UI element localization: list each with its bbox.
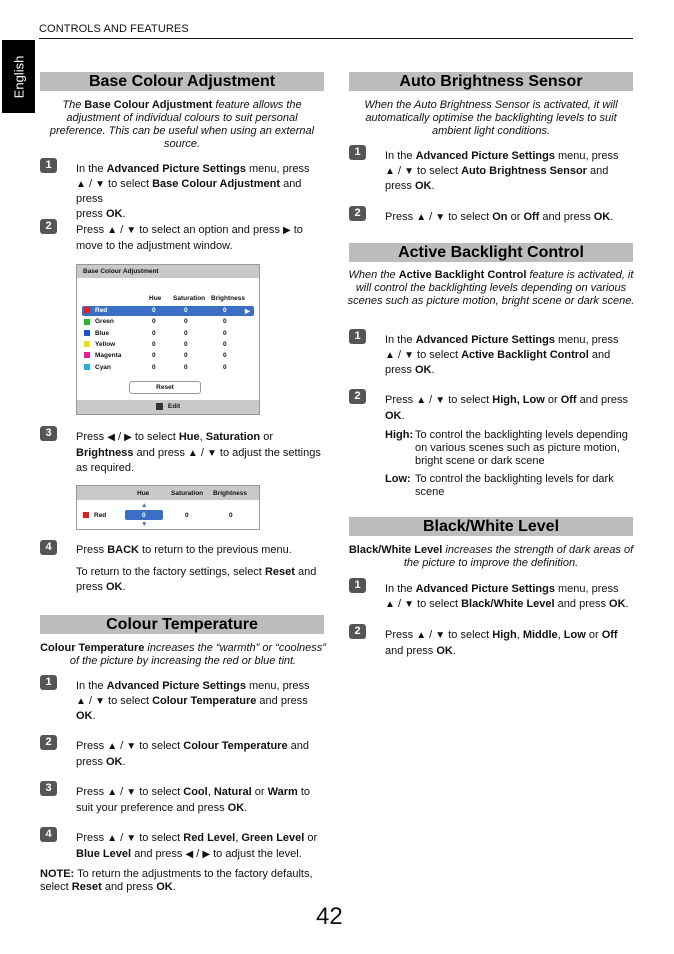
- down-arrow-icon: ▼: [435, 395, 446, 406]
- colour-temp-intro: Colour Temperature increases the “warmth” or “coolness” of the picture by increasing the red or blue tint.: [40, 642, 326, 667]
- down-arrow-icon: ▼: [404, 598, 414, 610]
- base-colour-menu-screenshot: [76, 264, 260, 415]
- step-number-1: 1: [349, 329, 366, 344]
- brightness-value: 0: [223, 340, 227, 348]
- step-number-4: 4: [40, 540, 57, 555]
- hue-down-arrow-icon[interactable]: ▼: [141, 521, 148, 528]
- saturation-value: 0: [184, 340, 188, 348]
- up-arrow-icon: ▲: [187, 447, 198, 459]
- step-number-2: 2: [349, 206, 366, 221]
- edit-icon: [156, 403, 163, 410]
- active-backlight-intro: When the Active Backlight Control feature is activated, it will control the backlighting levels depending on various scenes such as picture motion, bright scene or dark scene.: [347, 269, 635, 307]
- header-rule: [39, 38, 633, 39]
- bw-level-step-2: Press ▲ / ▼ to select High, Middle, Low or Off and press OK.: [385, 629, 618, 657]
- down-arrow-icon: ▼: [126, 833, 137, 844]
- adj-sat-value: 0: [185, 512, 189, 519]
- left-arrow-icon: ◀: [185, 848, 194, 860]
- colour-swatch-icon: [84, 352, 90, 358]
- up-arrow-icon: ▲: [385, 598, 395, 610]
- colour-swatch-icon: [84, 330, 90, 336]
- colour-temp-step-3: Press ▲ / ▼ to select Cool, Natural or Warm to suit your preference and press OK.: [76, 786, 311, 814]
- step-number-1: 1: [349, 578, 366, 593]
- colour-row-label[interactable]: Red: [84, 307, 107, 314]
- base-colour-title: Base Colour Adjustment: [40, 72, 324, 91]
- bw-level-intro: Black/White Level increases the strength of dark areas of the picture to improve the definition.: [348, 544, 634, 569]
- right-arrow-icon: ▶: [202, 848, 211, 860]
- colour-swatch-icon: [84, 341, 90, 347]
- down-arrow-icon: ▼: [404, 165, 414, 177]
- step-number-4: 4: [40, 827, 57, 842]
- saturation-value: 0: [184, 307, 188, 314]
- colour-temp-note: NOTE: To return the adjustments to the factory defaults, select Reset and press OK.: [40, 868, 313, 893]
- hue-value: 0: [152, 340, 156, 348]
- col-brightness: Brightness: [211, 295, 245, 302]
- right-arrow-icon: ▶: [124, 432, 132, 443]
- step-number-2: 2: [349, 624, 366, 639]
- base-colour-intro: The Base Colour Adjustment feature allows the adjustment of individual colours to suit personal preference. This can be useful when using an external source.: [49, 99, 315, 150]
- colour-row-label[interactable]: Green: [84, 318, 114, 325]
- auto-brightness-title: Auto Brightness Sensor: [349, 72, 633, 91]
- adj-col-hue: Hue: [137, 490, 150, 497]
- saturation-value: 0: [184, 363, 188, 371]
- colour-row-label[interactable]: Blue: [84, 330, 109, 337]
- selected-row-highlight: [82, 306, 254, 316]
- active-backlight-step-1: In the Advanced Picture Settings menu, press ▲ / ▼ to select Active Backlight Control and press OK.: [385, 334, 619, 376]
- up-arrow-icon: ▲: [107, 787, 118, 798]
- step-number-2: 2: [40, 735, 57, 750]
- adj-col-brightness: Brightness: [213, 490, 247, 497]
- col-hue: Hue: [149, 295, 162, 302]
- down-arrow-icon: ▼: [126, 787, 137, 798]
- hue-value: 0: [152, 363, 156, 371]
- up-arrow-icon: ▲: [107, 225, 118, 236]
- colour-temp-step-4: Press ▲ / ▼ to select Red Level, Green Level or Blue Level and press ◀ / ▶ to adjust the level.: [76, 831, 328, 862]
- base-colour-step-4b: To return to the factory settings, select Reset and press OK.: [76, 566, 317, 593]
- language-tab: [2, 40, 35, 113]
- hue-value: 0: [152, 329, 156, 337]
- colour-temp-title: Colour Temperature: [40, 615, 324, 634]
- adj-bri-value: 0: [229, 512, 233, 519]
- step-number-3: 3: [40, 426, 57, 441]
- base-colour-step-3: Press ◀ / ▶ to select Hue, Saturation or Brightness and press ▲ / ▼ to adjust the settings as required.: [76, 431, 321, 474]
- up-arrow-icon: ▲: [416, 630, 427, 641]
- adj-col-saturation: Saturation: [171, 490, 204, 497]
- colour-row-label[interactable]: Yellow: [84, 341, 115, 348]
- saturation-value: 0: [184, 329, 188, 337]
- brightness-value: 0: [223, 329, 227, 337]
- step-number-1: 1: [349, 145, 366, 160]
- active-backlight-step-2: Press ▲ / ▼ to select High, Low or Off and press OK.: [385, 394, 628, 422]
- page-number: 42: [316, 903, 343, 930]
- step-number-2: 2: [349, 389, 366, 404]
- base-colour-step-2: Press ▲ / ▼ to select an option and press ▶ to move to the adjustment window.: [76, 224, 303, 252]
- colour-temp-step-1: In the Advanced Picture Settings menu, press ▲ / ▼ to select Colour Temperature and press OK.: [76, 680, 310, 722]
- right-arrow-icon: ▶: [282, 225, 291, 236]
- step-number-1: 1: [40, 675, 57, 690]
- auto-brightness-step-2: Press ▲ / ▼ to select On or Off and press OK.: [385, 210, 635, 226]
- down-arrow-icon: ▼: [435, 630, 446, 641]
- brightness-value: 0: [223, 307, 227, 314]
- auto-brightness-intro: When the Auto Brightness Sensor is activated, it will automatically optimise the backlighting levels to suit ambient light conditions.: [364, 99, 618, 137]
- up-arrow-icon: ▲: [76, 178, 86, 190]
- adjust-window-screenshot: [76, 485, 260, 530]
- language-tab-label: English: [11, 55, 26, 98]
- menu-screenshot-title: Base Colour Adjustment: [77, 265, 259, 278]
- adj-row-label: Red: [83, 512, 106, 519]
- up-arrow-icon: ▲: [107, 741, 118, 752]
- bw-level-title: Black/White Level: [349, 517, 633, 536]
- down-arrow-icon: ▼: [404, 349, 414, 361]
- col-saturation: Saturation: [173, 295, 206, 302]
- up-arrow-icon: ▲: [416, 212, 427, 223]
- left-arrow-icon: ◀: [107, 432, 115, 443]
- high-definition: High: To control the backlighting levels depending on various scenes such as picture motion, bright scene or dark scene: [385, 429, 628, 467]
- brightness-value: 0: [223, 363, 227, 371]
- down-arrow-icon: ▼: [126, 225, 137, 236]
- low-definition: Low: To control the backlighting levels for dark scene: [385, 473, 614, 498]
- active-backlight-title: Active Backlight Control: [349, 243, 633, 262]
- hue-up-arrow-icon[interactable]: ▲: [141, 502, 148, 509]
- up-arrow-icon: ▲: [385, 349, 395, 361]
- colour-swatch-icon: [84, 319, 90, 325]
- down-arrow-icon: ▼: [126, 741, 137, 752]
- down-arrow-icon: ▼: [95, 178, 105, 190]
- colour-temp-step-2: Press ▲ / ▼ to select Colour Temperature and press OK.: [76, 740, 309, 768]
- hue-value: 0: [152, 318, 156, 326]
- red-swatch-icon: [83, 512, 89, 518]
- colour-row-label[interactable]: Cyan: [84, 364, 111, 371]
- up-arrow-icon: ▲: [76, 695, 86, 707]
- brightness-value: 0: [223, 318, 227, 326]
- step-number-1: 1: [40, 158, 57, 173]
- base-colour-step-1: In the Advanced Picture Settings menu, press ▲ / ▼ to select Base Colour Adjustment and press press OK.: [76, 163, 310, 220]
- colour-row-label[interactable]: Magenta: [84, 352, 121, 359]
- down-arrow-icon: ▼: [95, 695, 105, 707]
- menu-footer: Edit: [77, 400, 259, 414]
- up-arrow-icon: ▲: [416, 395, 427, 406]
- auto-brightness-step-1: In the Advanced Picture Settings menu, press ▲ / ▼ to select Auto Brightness Sensor and press OK.: [385, 150, 619, 192]
- hue-value: 0: [152, 352, 156, 360]
- bw-level-step-1: In the Advanced Picture Settings menu, press ▲ / ▼ to select Black/White Level and press OK.: [385, 582, 635, 612]
- down-arrow-icon: ▼: [206, 447, 217, 459]
- hue-value: 0: [152, 307, 156, 314]
- adj-hue-value: 0: [142, 512, 146, 519]
- saturation-value: 0: [184, 318, 188, 326]
- up-arrow-icon: ▲: [107, 833, 118, 844]
- step-number-3: 3: [40, 781, 57, 796]
- up-arrow-icon: ▲: [385, 165, 395, 177]
- base-colour-step-4: Press BACK to return to the previous menu.: [76, 544, 292, 556]
- colour-swatch-icon: [84, 307, 90, 313]
- reset-button[interactable]: Reset: [129, 381, 201, 394]
- brightness-value: 0: [223, 352, 227, 360]
- step-number-2: 2: [40, 219, 57, 234]
- colour-swatch-icon: [84, 364, 90, 370]
- row-right-arrow-icon: ▶: [245, 308, 250, 315]
- saturation-value: 0: [184, 352, 188, 360]
- down-arrow-icon: ▼: [435, 212, 446, 223]
- section-header: CONTROLS AND FEATURES: [39, 23, 189, 35]
